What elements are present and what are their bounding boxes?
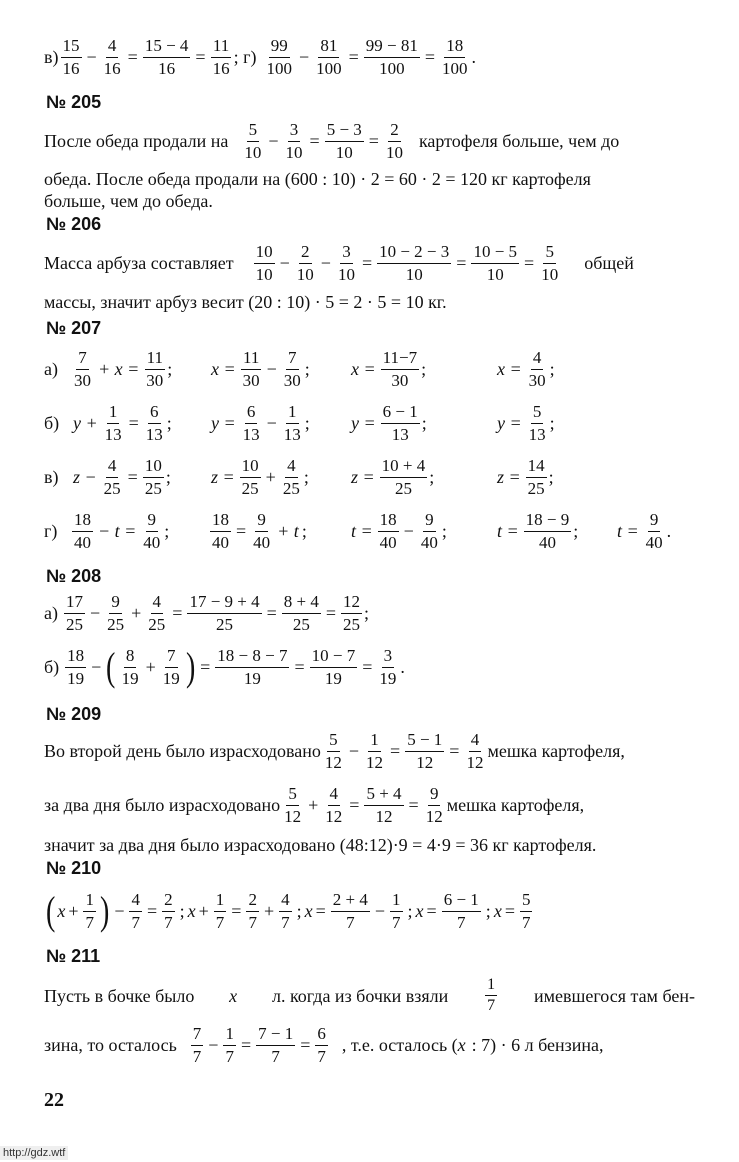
fraction: $\frac{3}{10}$ [337, 242, 355, 284]
fraction: $\frac{6}{7}$ [317, 1024, 326, 1066]
problem-206-title: № 206 [46, 214, 102, 234]
fraction: $\frac{4}{16}$ [103, 36, 121, 78]
fraction: $\frac{6}{13}$ [242, 402, 260, 444]
fraction: $\frac{4}{25}$ [148, 592, 166, 634]
fraction: $\frac{18}{19}$ [67, 646, 85, 688]
fraction: $\frac{10 - 2 - 3}{10}$ [379, 242, 450, 284]
fraction: $\frac{9}{40}$ [253, 510, 271, 552]
p205-line1: После обеда продали на $\frac{5}{10}$ − $\frac{3}{10}$ = $\frac{5 - 3}{10}$ = $\frac{2}{10}$ картофеля больше, чем до [44, 120, 620, 162]
p211-line2: зина, то осталось $\frac{7}{7}$ − $\frac{1}{7}$ = $\frac{7 - 1}{7}$ = $\frac{6}{7}$ , т.е. осталось ( x : 7) · 6 л бензина, [44, 1024, 604, 1066]
fraction: $\frac{18}{40}$ [379, 510, 397, 552]
fraction: $\frac{5}{7}$ [521, 890, 531, 932]
variable: x [229, 985, 238, 1006]
text: мешка картофеля, [487, 741, 625, 762]
text: , т.е. осталось ( [341, 1035, 458, 1056]
fraction: $\frac{15}{16}$ [62, 36, 80, 78]
fraction: $\frac{4}{30}$ [528, 348, 546, 390]
fraction: $\frac{9}{25}$ [107, 592, 125, 634]
fraction: $\frac{99 - 81}{100}$ [365, 36, 418, 78]
fraction: $\frac{4}{12}$ [325, 784, 343, 826]
line-v-g: в) $\frac{15}{16}$ − $\frac{4}{16}$ = $\frac{15 - 4}{16}$ = $\frac{11}{16}$ ; г) $\frac{99}{100}$ − $\frac{81}{100}$ = $\frac{99 - 81}{100}$ = $\frac{18}{100}$ . [44, 36, 477, 78]
fraction: $\frac{99}{100}$ [266, 36, 292, 78]
fraction: $\frac{11}{16}$ [212, 36, 230, 78]
problem-210-title: № 210 [46, 858, 102, 878]
fraction: $\frac{14}{25}$ [527, 456, 545, 498]
fraction: $\frac{1}{7}$ [215, 890, 225, 932]
fraction: $\frac{10 + 4}{25}$ [381, 456, 426, 498]
fraction: $\frac{8}{19}$ [121, 646, 139, 688]
fraction: $\frac{1}{7}$ [487, 976, 496, 1015]
fraction: $\frac{17 - 9 + 4}{25}$ [189, 592, 260, 634]
problem-207-title: № 207 [46, 318, 102, 338]
p205-line2: обеда. После обеда продали на (600 : 10) · 2 = 60 · 2 = 120 кг картофеля [44, 169, 591, 189]
text: картофеля больше, чем до [418, 131, 620, 152]
label-v: в) [44, 47, 59, 68]
p211-line1 [44, 976, 695, 1016]
fraction: $\frac{18 - 9}{40}$ [525, 510, 570, 552]
fraction: $\frac{18}{40}$ [74, 510, 91, 552]
fraction: $\frac{1}{12}$ [366, 730, 384, 772]
fraction: $\frac{81}{100}$ [316, 36, 342, 78]
p206-line2: массы, значит арбуз весит (20 : 10) · 5 = 2 · 5 = 10 кг. [44, 292, 447, 312]
fraction: $\frac{1}{7}$ [225, 1024, 234, 1066]
p209-line2: за два дня было израсходовано $\frac{5}{12}$ + $\frac{4}{12}$ = $\frac{5 + 4}{12}$ = $\frac{9}{12}$ мешка картофеля, [44, 784, 585, 826]
row-label: а) [44, 603, 58, 624]
fraction: $\frac{10 - 5}{10}$ [473, 242, 518, 284]
fraction: $\frac{1}{13}$ [104, 402, 122, 444]
p207-row-g: г) $\frac{18}{40}$ − t = $\frac{9}{40}$ ; $\frac{18}{40}$ = $\frac{9}{40}$ + t ; t = $\frac{18}{40}$ − $\frac{9}{40}$ ; t = $\frac{18 - 9}{40}$ ; t = $\frac{9}{40}$ . [44, 510, 672, 552]
fraction: $\frac{1}{7}$ [392, 890, 401, 932]
fraction: $\frac{2}{10}$ [385, 120, 403, 162]
fraction: $\frac{6}{13}$ [145, 402, 163, 444]
page-number: 22 [44, 1089, 64, 1111]
p209-line3: значит за два дня было израсходовано (48:12)·9 = 4·9 = 36 кг картофеля. [44, 835, 597, 855]
fraction: $\frac{2 + 4}{7}$ [332, 890, 368, 932]
separator: ; г) [233, 47, 257, 68]
problem-208-title: № 208 [46, 566, 102, 586]
text: Во второй день было израсходовано [44, 741, 321, 762]
fraction: $\frac{4}{7}$ [131, 890, 140, 932]
fraction: $\frac{4}{25}$ [282, 456, 300, 498]
fraction: $\frac{11-7}{30}$ [382, 348, 418, 390]
fraction: $\frac{7}{30}$ [74, 348, 91, 390]
fraction: $\frac{1}{7}$ [85, 890, 94, 932]
fraction: $\frac{2}{7}$ [164, 890, 173, 932]
fraction: $\frac{9}{40}$ [143, 510, 161, 552]
fraction: $\frac{4}{25}$ [103, 456, 121, 498]
fraction: $\frac{2}{10}$ [296, 242, 314, 284]
row-label: б) [44, 657, 60, 678]
fraction: $\frac{5}{10}$ [244, 120, 262, 162]
fraction: $\frac{5 + 4}{12}$ [366, 784, 402, 826]
p209-line1: Во второй день было израсходовано $\frac{5}{12}$ − $\frac{1}{12}$ = $\frac{5 - 1}{12}$ = $\frac{4}{12}$ мешка картофеля, [44, 730, 625, 772]
p208-line-b: б) $\frac{18}{19}$ − ( $\frac{8}{19}$ + $\frac{7}{19}$ ) = $\frac{18 - 8 - 7}{19}$ = $\frac{10 - 7}{19}$ = $\frac{3}{19}$ . [44, 644, 405, 690]
watermark-link[interactable]: http://gdz.wtf [0, 1146, 68, 1160]
variable: x [457, 1035, 466, 1056]
fraction: $\frac{4}{7}$ [281, 890, 290, 932]
problem-205-title: № 205 [46, 92, 102, 112]
fraction: $\frac{7}{19}$ [162, 646, 180, 688]
fraction: $\frac{9}{40}$ [420, 510, 438, 552]
p205-line3: больше, чем до обеда. [44, 191, 213, 211]
fraction: $\frac{15 - 4}{16}$ [144, 36, 189, 78]
text: имевшегося там бен- [533, 985, 695, 1006]
fraction: $\frac{3}{19}$ [379, 646, 397, 688]
problem-211-title: № 211 [46, 946, 101, 966]
p207-row-b: б) y + $\frac{1}{13}$ = $\frac{6}{13}$ ; y = $\frac{6}{13}$ − $\frac{1}{13}$ ; y = $\frac{6 - 1}{13}$ ; y = $\frac{5}{13}$ ; [44, 402, 555, 444]
fraction: $\frac{10 - 7}{19}$ [311, 646, 356, 688]
fraction: $\frac{6 - 1}{13}$ [382, 402, 418, 444]
fraction: $\frac{5}{12}$ [284, 784, 302, 826]
p210-line: ( x + $\frac{1}{7}$ ) − $\frac{4}{7}$ = $\frac{2}{7}$ ; x + $\frac{1}{7}$ = $\frac{2}{7}$ + $\frac{4}{7}$ ; x = $\frac{2 + 4}{7}$ − $\frac{1}{7}$ ; x = $\frac{6 - 1}{7}$ ; x = $\frac{5}{7}$ [45, 888, 531, 934]
p206-line1: Масса арбуза составляет $\frac{10}{10}$ − $\frac{2}{10}$ − $\frac{3}{10}$ = $\frac{10 - 2 - 3}{10}$ = $\frac{10 - 5}{10}$ = $\frac{5}{10}$ общей [44, 242, 634, 284]
text: Масса арбуза составляет [44, 253, 234, 274]
fraction: $\frac{18 - 8 - 7}{19}$ [217, 646, 288, 688]
text: общей [584, 253, 634, 274]
fraction: $\frac{2}{7}$ [248, 890, 257, 932]
fraction: $\frac{5 - 3}{10}$ [326, 120, 362, 162]
fraction: $\frac{12}{25}$ [343, 592, 361, 634]
fraction: $\frac{9}{40}$ [645, 510, 663, 552]
fraction: $\frac{3}{10}$ [285, 120, 303, 162]
row-label: в) [44, 467, 59, 488]
fraction: $\frac{5}{13}$ [528, 402, 546, 444]
text: л. когда из бочки взяли [271, 985, 449, 1006]
fraction: $\frac{18}{100}$ [442, 36, 468, 78]
fraction: $\frac{17}{25}$ [65, 592, 83, 634]
fraction: $\frac{9}{12}$ [425, 784, 443, 826]
fraction: $\frac{10}{25}$ [241, 456, 259, 498]
fraction: $\frac{7}{7}$ [192, 1024, 202, 1066]
fraction: $\frac{11}{30}$ [242, 348, 260, 390]
text: Пусть в бочке было [44, 985, 195, 1006]
fraction: $\frac{10}{10}$ [255, 242, 273, 284]
text: : 7) · 6 л бензина, [471, 1035, 604, 1056]
text: за два дня было израсходовано [44, 795, 281, 816]
fraction: $\frac{4}{12}$ [466, 730, 484, 772]
fraction: $\frac{1}{13}$ [283, 402, 301, 444]
text: мешка картофеля, [446, 795, 585, 816]
fraction: $\frac{6 - 1}{7}$ [443, 890, 479, 932]
fraction: $\frac{18}{40}$ [212, 510, 229, 552]
fraction: $\frac{8 + 4}{25}$ [283, 592, 319, 634]
fraction: $\frac{5 - 1}{12}$ [407, 730, 443, 772]
p208-line-a: а) $\frac{17}{25}$ − $\frac{9}{25}$ + $\frac{4}{25}$ = $\frac{17 - 9 + 4}{25}$ = $\frac{8 + 4}{25}$ = $\frac{12}{25}$ ; [44, 592, 370, 634]
row-label: г) [44, 521, 58, 542]
fraction: $\frac{7}{30}$ [283, 348, 301, 390]
fraction: $\frac{5}{12}$ [324, 730, 342, 772]
fraction: $\frac{7 - 1}{7}$ [258, 1024, 294, 1066]
p207-row-a: а) $\frac{7}{30}$ + x = $\frac{11}{30}$ ; x = $\frac{11}{30}$ − $\frac{7}{30}$ ; x = $\frac{11-7}{30}$ ; x = $\frac{4}{30}$ ; [44, 348, 555, 390]
fraction: $\frac{5}{10}$ [541, 242, 559, 284]
fraction: $\frac{10}{25}$ [144, 456, 162, 498]
text: После обеда продали на [44, 131, 229, 152]
p207-row-v: в) z − $\frac{4}{25}$ = $\frac{10}{25}$ ; z = $\frac{10}{25}$ + $\frac{4}{25}$ ; z = $\frac{10 + 4}{25}$ ; z = $\frac{14}{25}$ ; [44, 456, 554, 498]
text: зина, то осталось [44, 1035, 177, 1056]
problem-209-title: № 209 [46, 704, 102, 724]
row-label: б) [44, 413, 60, 434]
row-label: а) [44, 359, 58, 380]
fraction: $\frac{11}{30}$ [146, 348, 164, 390]
